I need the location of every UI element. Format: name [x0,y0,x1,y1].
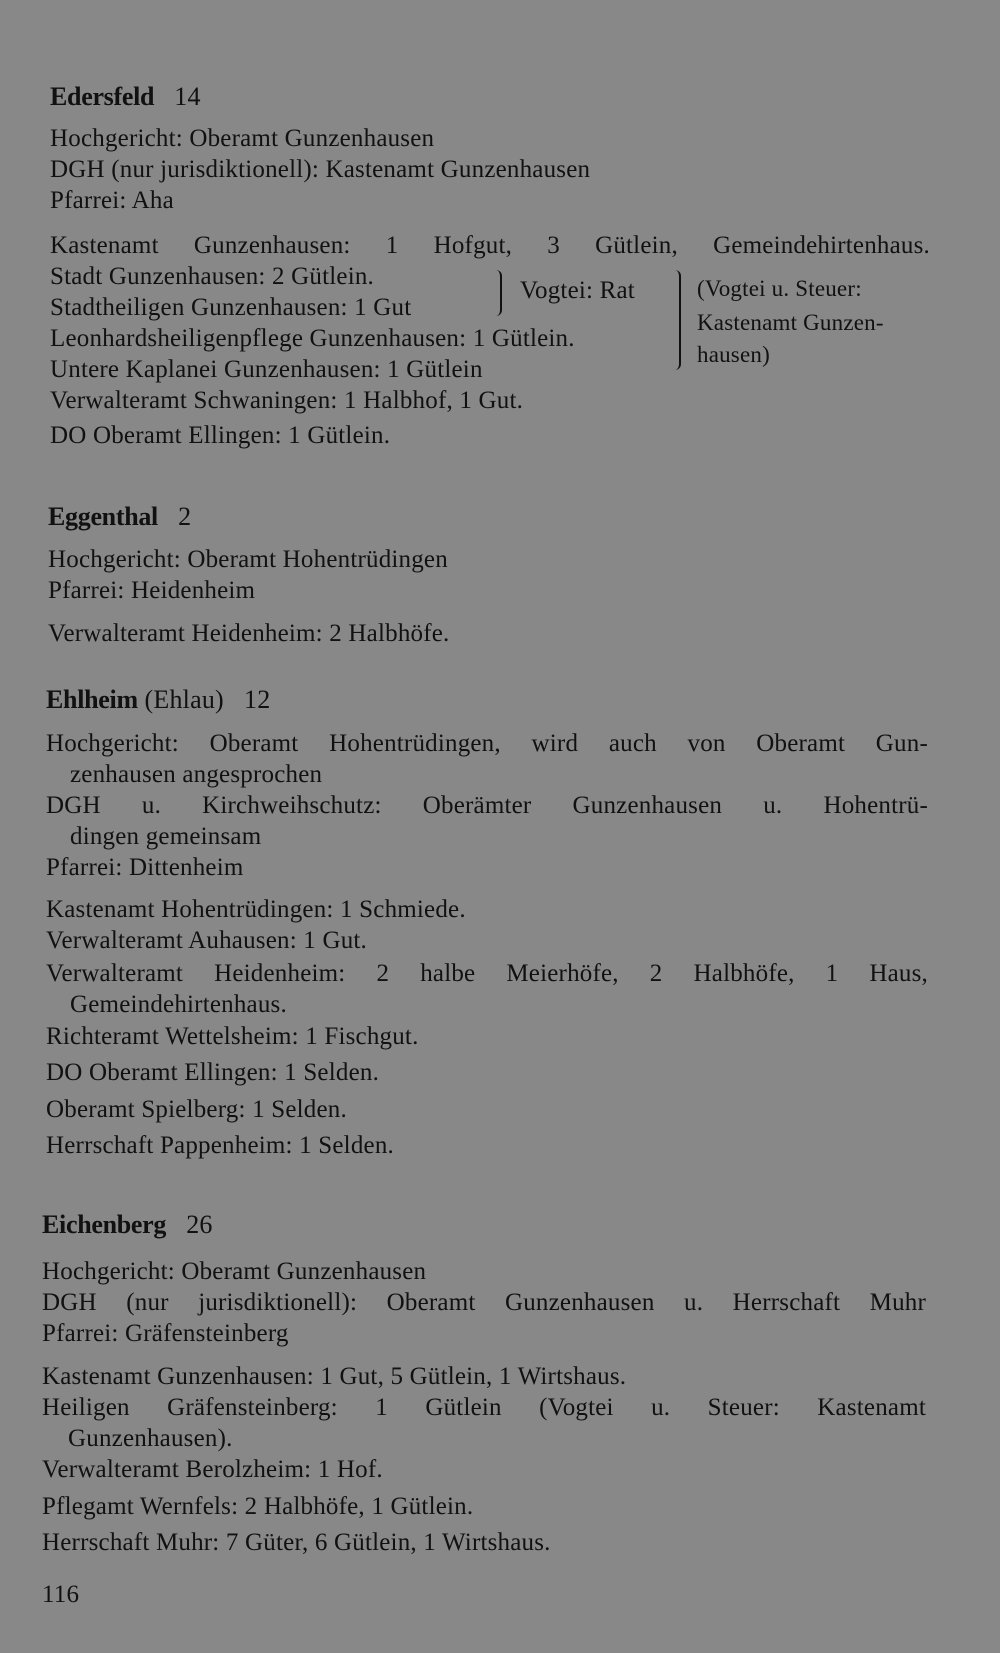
entry-line: Gunzenhausen). [68,1425,233,1452]
entry-line: Verwalteramt Schwaningen: 1 Halbhof, 1 Gut. [50,387,524,414]
entry-line: Pfarrei: Aha [50,187,174,214]
note-line: (Vogtei u. Steuer: [697,276,862,301]
entry-name: Edersfeld [50,82,155,111]
vogtei-note: Vogtei: Rat [520,277,635,304]
entry-heading-eichenberg [42,1210,213,1240]
entry-line: Pfarrei: Dittenheim [46,854,244,881]
entry-line: Verwalteramt Heidenheim: 2 Halbhöfe. [48,620,450,647]
entry-name: Eggenthal [48,502,158,531]
entry-line: Herrschaft Pappenheim: 1 Selden. [46,1132,394,1159]
entry-line: Hochgericht: Oberamt Hohentrüdingen [48,546,448,573]
entry-line: Hochgericht: Oberamt Gunzenhausen [42,1258,427,1285]
entry-number: 2 [178,502,192,531]
note-line: hausen) [697,342,770,367]
entry-line: Stadtheiligen Gunzenhausen: 1 Gut [50,294,412,321]
entry-line: Pfarrei: Gräfensteinberg [42,1320,289,1347]
entry-line: dingen gemeinsam [70,823,262,850]
entry-line: Verwalteramt Heidenheim: 2 halbe Meierhöfe, 2 Halbhöfe, 1 Haus, [46,960,928,987]
entry-line: Pfarrei: Heidenheim [48,577,256,604]
entry-line: Leonhardsheiligenpflege Gunzenhausen: 1 Gütlein. [50,325,575,352]
entry-line: DGH (nur jurisdiktionell): Oberamt Gunzenhausen u. Herrschaft Muhr [42,1289,926,1316]
entry-number: 12 [244,685,271,714]
entry-line: Kastenamt Hohentrüdingen: 1 Schmiede. [46,896,466,923]
entry-heading-edersfeld [50,82,201,112]
entry-line: Richteramt Wettelsheim: 1 Fischgut. [46,1023,419,1050]
entry-line: Oberamt Spielberg: 1 Selden. [46,1096,347,1123]
entry-line: Untere Kaplanei Gunzenhausen: 1 Gütlein [50,356,483,383]
entry-heading-eggenthal [48,502,191,532]
entry-line: Verwalteramt Auhausen: 1 Gut. [46,927,367,954]
entry-name: Ehlheim [46,685,138,714]
entry-line: DGH u. Kirchweihschutz: Oberämter Gunzenhausen u. Hohentrü- [46,792,928,819]
entry-line: Kastenamt Gunzenhausen: 1 Gut, 5 Gütlein, 1 Wirtshaus. [42,1363,627,1390]
entry-line: DO Oberamt Ellingen: 1 Gütlein. [50,422,391,449]
entry-line: DO Oberamt Ellingen: 1 Selden. [46,1059,380,1086]
entry-line: Heiligen Gräfensteinberg: 1 Gütlein (Vogtei u. Steuer: Kastenamt [42,1394,926,1421]
entry-number: 14 [174,82,201,111]
entry-alt-name: (Ehlau) [144,685,224,714]
entry-line: DGH (nur jurisdiktionell): Kastenamt Gunzenhausen [50,156,591,183]
entry-line: Stadt Gunzenhausen: 2 Gütlein. [50,263,374,290]
entry-line: Herrschaft Muhr: 7 Güter, 6 Gütlein, 1 Wirtshaus. [42,1529,551,1556]
page-number: 116 [42,1581,80,1608]
entry-line: Hochgericht: Oberamt Hohentrüdingen, wird auch von Oberamt Gun- [46,730,928,757]
entry-line: zenhausen angesprochen [70,761,323,788]
entry-line: Pflegamt Wernfels: 2 Halbhöfe, 1 Gütlein. [42,1493,474,1520]
note-line: Kastenamt Gunzen- [697,310,884,335]
entry-line: Hochgericht: Oberamt Gunzenhausen [50,125,435,152]
entry-line: Gemeindehirtenhaus. [70,991,287,1018]
brace-steuer [673,270,681,370]
brace-vogtei [494,270,502,316]
entry-number: 26 [186,1210,213,1239]
entry-heading-ehlheim [46,685,270,715]
entry-name: Eichenberg [42,1210,167,1239]
entry-line: Kastenamt Gunzenhausen: 1 Hofgut, 3 Gütlein, Gemeindehirtenhaus. [50,232,930,259]
entry-line: Verwalteramt Berolzheim: 1 Hof. [42,1456,383,1483]
